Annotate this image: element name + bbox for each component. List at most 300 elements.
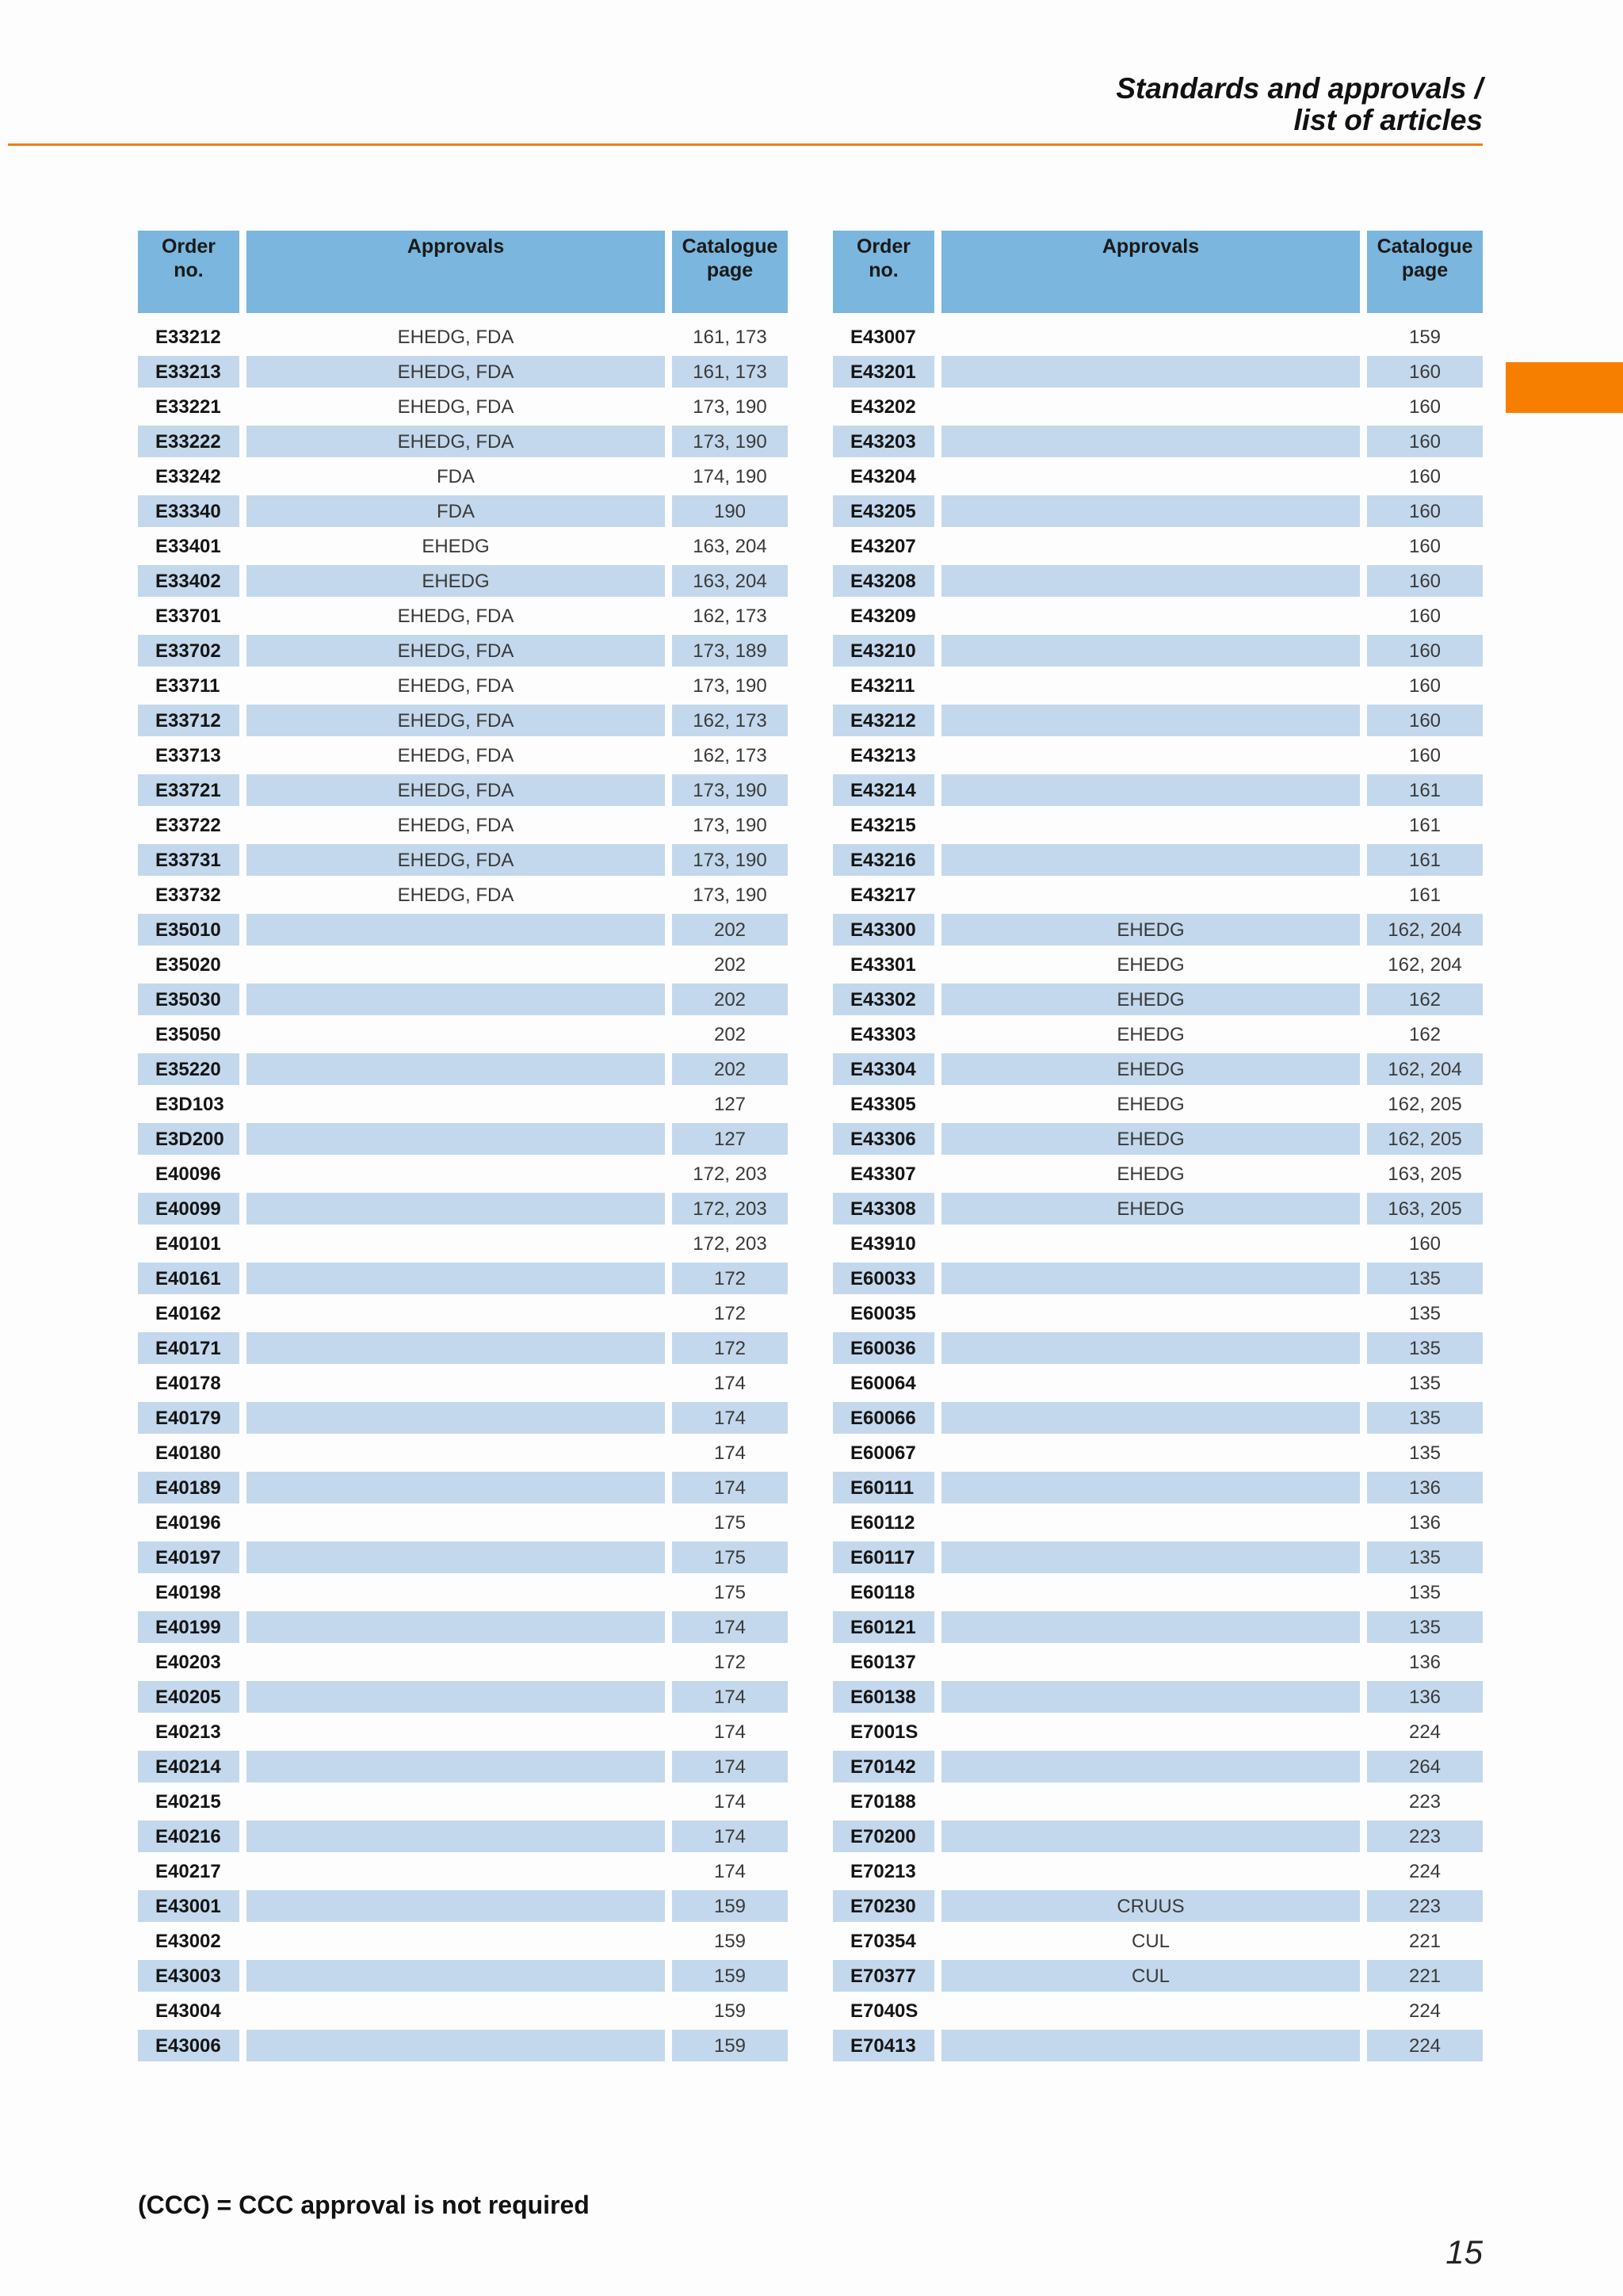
approvals-cell: CUL	[1131, 1931, 1170, 1952]
table-row	[833, 1088, 1483, 1123]
approvals-cell: EHEDG, FDA	[246, 635, 665, 667]
catalogue-page-cell: 160	[1367, 635, 1483, 667]
approvals-cell: FDA	[246, 495, 665, 527]
catalogue-page-cell: 135	[1408, 1582, 1442, 1603]
catalogue-page-cell: 223	[1367, 1890, 1483, 1922]
catalogue-page-cell: 159	[672, 1890, 788, 1922]
catalogue-page-cell: 174	[713, 1442, 747, 1464]
approvals-cell: CRUUS	[941, 1890, 1360, 1922]
approvals-cell	[246, 1158, 665, 1190]
approvals-cell	[246, 1193, 665, 1224]
catalogue-page-cell: 160	[1408, 396, 1442, 418]
catalogue-page-cell: 161, 173	[693, 327, 767, 348]
order-number-cell: E43002	[155, 1931, 221, 1952]
catalogue-page-cell: 202	[672, 984, 788, 1015]
catalogue-page-cell: 135	[1408, 1303, 1442, 1324]
table-row	[833, 1018, 1483, 1053]
approvals-cell: EHEDG	[1117, 1094, 1185, 1115]
catalogue-page-cell: 202	[672, 1053, 788, 1085]
table-row	[138, 809, 788, 844]
order-number-cell: E40199	[138, 1611, 239, 1643]
catalogue-page-cell: 160	[1408, 536, 1442, 557]
catalogue-page-cell: 173, 190	[672, 844, 788, 876]
approvals-cell	[246, 2030, 665, 2061]
table-row	[138, 2030, 788, 2065]
table-row	[833, 1576, 1483, 1611]
approvals-cell: EHEDG	[941, 1053, 1360, 1085]
approvals-cell	[941, 1367, 1360, 1399]
approvals-cell	[941, 1576, 1360, 1608]
approvals-cell	[246, 1716, 665, 1748]
approvals-cell: EHEDG	[941, 914, 1360, 946]
table-row	[833, 426, 1483, 460]
table-row	[138, 1611, 788, 1646]
order-number-cell: E43001	[138, 1890, 239, 1922]
order-number-cell: E70213	[850, 1861, 916, 1882]
catalogue-page-cell: 160	[1408, 675, 1442, 697]
order-number-cell: E40099	[138, 1193, 239, 1224]
approvals-cell	[941, 635, 1360, 667]
catalogue-page-cell: 160	[1367, 495, 1483, 527]
order-number-cell: E33712	[138, 705, 239, 736]
table-row	[138, 1681, 788, 1716]
catalogue-page-cell: 174	[713, 1373, 747, 1394]
approvals-cell	[941, 1646, 1360, 1678]
order-number-cell: E43304	[833, 1053, 934, 1085]
table-row	[833, 1402, 1483, 1437]
table-row	[138, 1297, 788, 1332]
order-number-cell: E35220	[138, 1053, 239, 1085]
table-row	[138, 705, 788, 739]
order-number-cell: E7040S	[850, 2000, 918, 2022]
table-row	[138, 1507, 788, 1541]
approvals-cell	[941, 1332, 1360, 1364]
order-number-cell: E60035	[850, 1303, 916, 1324]
catalogue-page-cell: 162	[1367, 984, 1483, 1015]
catalogue-page-cell: 202	[672, 914, 788, 946]
approvals-cell: EHEDG, FDA	[397, 745, 514, 766]
catalogue-page-cell: 159	[713, 1931, 747, 1952]
catalogue-page-cell: 161, 173	[672, 356, 788, 388]
order-number-cell: E70188	[850, 1791, 916, 1813]
approvals-cell: EHEDG	[1117, 1024, 1185, 1045]
catalogue-page-cell: 135	[1367, 1611, 1483, 1643]
approvals-cell: EHEDG	[941, 1193, 1360, 1224]
table-row	[138, 1716, 788, 1751]
approvals-cell	[246, 1646, 665, 1678]
order-number-cell: E3D103	[155, 1094, 224, 1115]
order-number-cell: E40215	[155, 1791, 221, 1813]
order-number-cell: E43910	[850, 1233, 916, 1255]
catalogue-page-cell: 173, 190	[693, 815, 767, 836]
order-number-cell: E43208	[833, 565, 934, 597]
approvals-cell	[941, 1716, 1360, 1748]
approvals-cell	[246, 949, 665, 980]
table-row	[138, 1053, 788, 1088]
approvals-cell	[941, 426, 1360, 457]
table-row	[138, 670, 788, 705]
catalogue-page-cell: 160	[1367, 356, 1483, 388]
column-header-order-no: Order no.	[833, 231, 934, 313]
order-number-cell: E60112	[850, 1512, 915, 1534]
table-row	[833, 1681, 1483, 1716]
table-row	[833, 1297, 1483, 1332]
approvals-cell	[941, 356, 1360, 388]
order-number-cell: E43300	[833, 914, 934, 946]
order-number-cell: E40189	[138, 1472, 239, 1503]
order-number-cell: E43301	[850, 954, 916, 976]
approvals-cell	[246, 1611, 665, 1643]
order-number-cell: E60067	[850, 1442, 916, 1464]
approvals-cell	[941, 1820, 1360, 1852]
catalogue-page-cell: 174	[672, 1402, 788, 1434]
order-number-cell: E40216	[138, 1820, 239, 1852]
approvals-cell	[246, 1367, 665, 1399]
catalogue-page-cell: 175	[713, 1512, 747, 1534]
order-number-cell: E60111	[833, 1472, 934, 1503]
approvals-cell	[941, 1611, 1360, 1643]
column-header-catalogue-page: Catalogue page	[1367, 231, 1483, 313]
catalogue-page-cell: 159	[672, 1960, 788, 1992]
catalogue-page-cell: 173, 190	[693, 675, 767, 697]
order-number-cell: E43203	[833, 426, 934, 457]
approvals-cell: EHEDG, FDA	[246, 426, 665, 457]
catalogue-page-cell: 174	[672, 1681, 788, 1713]
order-number-cell: E43007	[850, 327, 916, 348]
order-number-cell: E40171	[138, 1332, 239, 1364]
catalogue-page-cell: 173, 190	[672, 426, 788, 457]
table-row	[138, 1123, 788, 1158]
approvals-cell	[941, 1855, 1360, 1887]
catalogue-page-cell: 221	[1408, 1931, 1442, 1952]
catalogue-page-cell: 161	[1367, 844, 1483, 876]
catalogue-page-cell: 160	[1408, 745, 1442, 766]
approvals-cell: EHEDG, FDA	[397, 675, 514, 697]
catalogue-page-cell: 172	[672, 1263, 788, 1294]
table-row	[138, 1018, 788, 1053]
approvals-cell	[246, 1018, 665, 1050]
table-row	[833, 670, 1483, 705]
approvals-cell	[941, 705, 1360, 736]
order-number-cell: E33713	[155, 745, 221, 766]
table-row	[138, 1890, 788, 1925]
order-number-cell: E33732	[155, 884, 221, 906]
catalogue-page-cell: 223	[1408, 1791, 1442, 1813]
approvals-cell	[246, 1681, 665, 1713]
order-number-cell: E7001S	[850, 1721, 918, 1743]
order-number-cell: E40179	[138, 1402, 239, 1434]
approvals-cell	[941, 1437, 1360, 1469]
order-number-cell: E35030	[138, 984, 239, 1015]
table-row	[138, 1332, 788, 1367]
approvals-cell	[246, 1472, 665, 1503]
catalogue-page-cell: 159	[1408, 327, 1442, 348]
approvals-cell	[941, 460, 1360, 492]
table-row	[138, 321, 788, 356]
approvals-cell: EHEDG	[1117, 954, 1185, 976]
table-row	[833, 1193, 1483, 1228]
approvals-cell	[246, 1507, 665, 1538]
catalogue-page-cell: 174	[713, 1861, 747, 1882]
catalogue-page-cell: 160	[1367, 705, 1483, 736]
catalogue-page-cell: 162, 204	[1367, 914, 1483, 946]
order-number-cell: E70142	[833, 1751, 934, 1782]
catalogue-page-cell: 160	[1408, 606, 1442, 627]
table-row	[833, 1646, 1483, 1681]
order-number-cell: E43006	[138, 2030, 239, 2061]
order-number-cell: E33402	[138, 565, 239, 597]
table-row	[138, 426, 788, 460]
catalogue-page-cell: 136	[1408, 1652, 1442, 1673]
order-number-cell: E60121	[833, 1611, 934, 1643]
approvals-cell	[246, 1332, 665, 1364]
approvals-cell: CUL	[941, 1960, 1360, 1992]
table-row	[138, 914, 788, 949]
catalogue-page-cell: 172, 203	[672, 1193, 788, 1224]
order-number-cell: E40203	[155, 1652, 221, 1673]
table-row	[833, 1472, 1483, 1507]
approvals-cell: EHEDG, FDA	[397, 815, 514, 836]
approvals-cell: EHEDG	[422, 536, 490, 557]
approvals-cell	[246, 1263, 665, 1294]
order-number-cell: E40213	[155, 1721, 221, 1743]
approvals-cell	[941, 391, 1360, 422]
approvals-cell	[246, 1053, 665, 1085]
table-row	[833, 809, 1483, 844]
catalogue-page-cell: 163, 205	[1388, 1163, 1462, 1185]
catalogue-page-cell: 127	[672, 1123, 788, 1155]
order-number-cell: E43216	[833, 844, 934, 876]
table-row	[833, 495, 1483, 530]
order-number-cell: E43303	[850, 1024, 916, 1045]
header-title-line1: Standards and approvals /	[1116, 72, 1483, 105]
order-number-cell: E43213	[850, 745, 916, 766]
approvals-cell: EHEDG	[246, 565, 665, 597]
table-row	[138, 530, 788, 565]
table-row	[833, 391, 1483, 426]
approvals-cell	[941, 774, 1360, 806]
table-row	[833, 1890, 1483, 1925]
table-row	[833, 879, 1483, 914]
table-row	[833, 565, 1483, 600]
catalogue-page-cell: 175	[672, 1541, 788, 1573]
order-number-cell: E60137	[850, 1652, 916, 1673]
order-number-cell: E70377	[833, 1960, 934, 1992]
catalogue-page-cell: 162, 205	[1388, 1094, 1462, 1115]
catalogue-page-cell: 136	[1408, 1512, 1442, 1534]
order-number-cell: E33722	[155, 815, 221, 836]
catalogue-page-cell: 175	[713, 1582, 747, 1603]
catalogue-page-cell: 162, 205	[1367, 1123, 1483, 1155]
approvals-cell: EHEDG, FDA	[246, 356, 665, 388]
order-number-cell: E60036	[833, 1332, 934, 1364]
approvals-cell	[941, 844, 1360, 876]
order-number-cell: E60033	[833, 1263, 934, 1294]
approvals-cell	[941, 495, 1360, 527]
table-row	[833, 1925, 1483, 1960]
approvals-cell: EHEDG	[1117, 1163, 1185, 1185]
order-number-cell: E33221	[155, 396, 221, 418]
approvals-cell	[941, 670, 1360, 701]
table-row	[833, 1751, 1483, 1786]
table-row	[833, 1263, 1483, 1297]
order-number-cell: E33213	[138, 356, 239, 388]
table-row	[138, 1263, 788, 1297]
column-header-approvals: Approvals	[246, 231, 665, 313]
order-number-cell: E40096	[155, 1163, 221, 1185]
catalogue-page-cell: 160	[1408, 1233, 1442, 1255]
table-row	[833, 914, 1483, 949]
catalogue-page-cell: 135	[1367, 1332, 1483, 1364]
table-row	[138, 1402, 788, 1437]
order-number-cell: E35050	[155, 1024, 221, 1045]
table-row	[833, 2030, 1483, 2065]
catalogue-page-cell: 172	[672, 1332, 788, 1364]
order-number-cell: E43205	[833, 495, 934, 527]
table-body	[833, 321, 1483, 2065]
section-tab-marker	[1506, 362, 1623, 413]
order-number-cell: E70200	[833, 1820, 934, 1852]
table-row	[138, 739, 788, 774]
approvals-cell: EHEDG, FDA	[246, 844, 665, 876]
catalogue-page-cell: 173, 190	[672, 774, 788, 806]
approvals-cell	[941, 739, 1360, 771]
table-row	[138, 635, 788, 670]
catalogue-page-cell: 135	[1408, 1442, 1442, 1464]
approvals-cell	[941, 1681, 1360, 1713]
catalogue-page-cell: 224	[1367, 2030, 1483, 2061]
order-number-cell: E60138	[833, 1681, 934, 1713]
catalogue-page-cell: 161	[1408, 884, 1442, 906]
table-row	[138, 1855, 788, 1890]
approvals-cell	[941, 1541, 1360, 1573]
catalogue-page-cell: 160	[1367, 565, 1483, 597]
catalogue-page-cell: 221	[1367, 1960, 1483, 1992]
catalogue-page-cell: 127	[713, 1094, 747, 1115]
catalogue-page-cell: 162, 173	[693, 606, 767, 627]
table-row	[138, 1646, 788, 1681]
table-row	[138, 565, 788, 600]
table-row	[138, 1820, 788, 1855]
table-row	[833, 1123, 1483, 1158]
table-row	[833, 1855, 1483, 1890]
column-header-approvals: Approvals	[941, 231, 1360, 313]
column-header-catalogue-page: Catalogue page	[672, 231, 788, 313]
table-row	[833, 1158, 1483, 1193]
table-row	[138, 1088, 788, 1123]
order-number-cell: E60066	[833, 1402, 934, 1434]
catalogue-page-cell: 174	[672, 1472, 788, 1503]
order-number-cell: E33212	[155, 327, 221, 348]
approvals-cell	[246, 914, 665, 946]
order-number-cell: E40198	[155, 1582, 221, 1603]
catalogue-page-cell: 162, 204	[1367, 1053, 1483, 1085]
approvals-cell: EHEDG, FDA	[397, 396, 514, 418]
table-row	[833, 356, 1483, 391]
header-title-line2: list of articles	[1293, 104, 1483, 136]
order-number-cell: E43211	[850, 675, 915, 697]
order-number-cell: E40197	[138, 1541, 239, 1573]
approvals-cell	[941, 321, 1360, 353]
approvals-cell: EHEDG	[941, 1123, 1360, 1155]
catalogue-page-cell: 163, 204	[693, 536, 767, 557]
order-number-cell: E43207	[850, 536, 916, 557]
approvals-cell	[246, 1576, 665, 1608]
approvals-cell	[246, 1751, 665, 1782]
table-row	[138, 495, 788, 530]
approvals-cell	[246, 1402, 665, 1434]
catalogue-page-cell: 160	[1367, 426, 1483, 457]
order-number-cell: E43305	[850, 1094, 916, 1115]
order-number-cell: E60118	[850, 1582, 915, 1603]
approvals-cell	[941, 1263, 1360, 1294]
table-row	[138, 1751, 788, 1786]
approvals-cell: EHEDG, FDA	[397, 884, 514, 906]
table-row	[138, 1367, 788, 1402]
order-number-cell: E43215	[850, 815, 916, 836]
catalogue-page-cell: 174	[713, 1791, 747, 1813]
table-row	[833, 460, 1483, 495]
catalogue-page-cell: 173, 189	[672, 635, 788, 667]
catalogue-page-cell: 159	[672, 2030, 788, 2061]
approvals-cell	[941, 600, 1360, 632]
order-number-cell: E43212	[833, 705, 934, 736]
approvals-cell	[246, 1890, 665, 1922]
order-number-cell: E43202	[850, 396, 916, 418]
approvals-cell	[941, 565, 1360, 597]
approvals-cell: EHEDG, FDA	[397, 606, 514, 627]
catalogue-page-cell: 135	[1367, 1541, 1483, 1573]
order-number-cell: E35010	[138, 914, 239, 946]
approvals-cell: EHEDG, FDA	[246, 705, 665, 736]
approvals-cell: FDA	[437, 466, 475, 487]
approvals-cell	[941, 879, 1360, 911]
approvals-cell	[246, 1925, 665, 1957]
table-row	[138, 1786, 788, 1820]
approvals-cell	[246, 1297, 665, 1329]
order-number-cell: E43302	[833, 984, 934, 1015]
table-row	[138, 1995, 788, 2030]
order-number-cell: E70354	[850, 1931, 916, 1952]
order-number-cell: E40205	[138, 1681, 239, 1713]
order-number-cell: E60064	[850, 1373, 916, 1394]
table-row	[833, 739, 1483, 774]
catalogue-page-cell: 223	[1367, 1820, 1483, 1852]
catalogue-page-cell: 174	[672, 1820, 788, 1852]
approvals-cell	[246, 1437, 665, 1469]
catalogue-page-cell: 161	[1367, 774, 1483, 806]
order-number-cell: E40217	[155, 1861, 221, 1882]
table-row	[138, 844, 788, 879]
approvals-cell	[941, 2030, 1360, 2061]
catalogue-page-cell: 174	[672, 1751, 788, 1782]
table-row	[833, 1437, 1483, 1472]
approvals-cell: EHEDG	[941, 984, 1360, 1015]
order-number-cell: E35020	[155, 954, 221, 976]
table-row	[833, 600, 1483, 635]
order-number-cell: E40162	[155, 1303, 221, 1324]
approvals-cell	[246, 1228, 665, 1259]
order-number-cell: E33401	[155, 536, 221, 557]
catalogue-page-cell: 163, 204	[672, 565, 788, 597]
order-number-cell: E40101	[155, 1233, 221, 1255]
catalogue-page-cell: 174	[713, 1721, 747, 1743]
catalogue-page-cell: 173, 190	[693, 396, 767, 418]
catalogue-page-cell: 135	[1367, 1263, 1483, 1294]
catalogue-page-cell: 202	[713, 1024, 747, 1045]
catalogue-page-cell: 136	[1367, 1472, 1483, 1503]
catalogue-page-cell: 159	[713, 2000, 747, 2022]
